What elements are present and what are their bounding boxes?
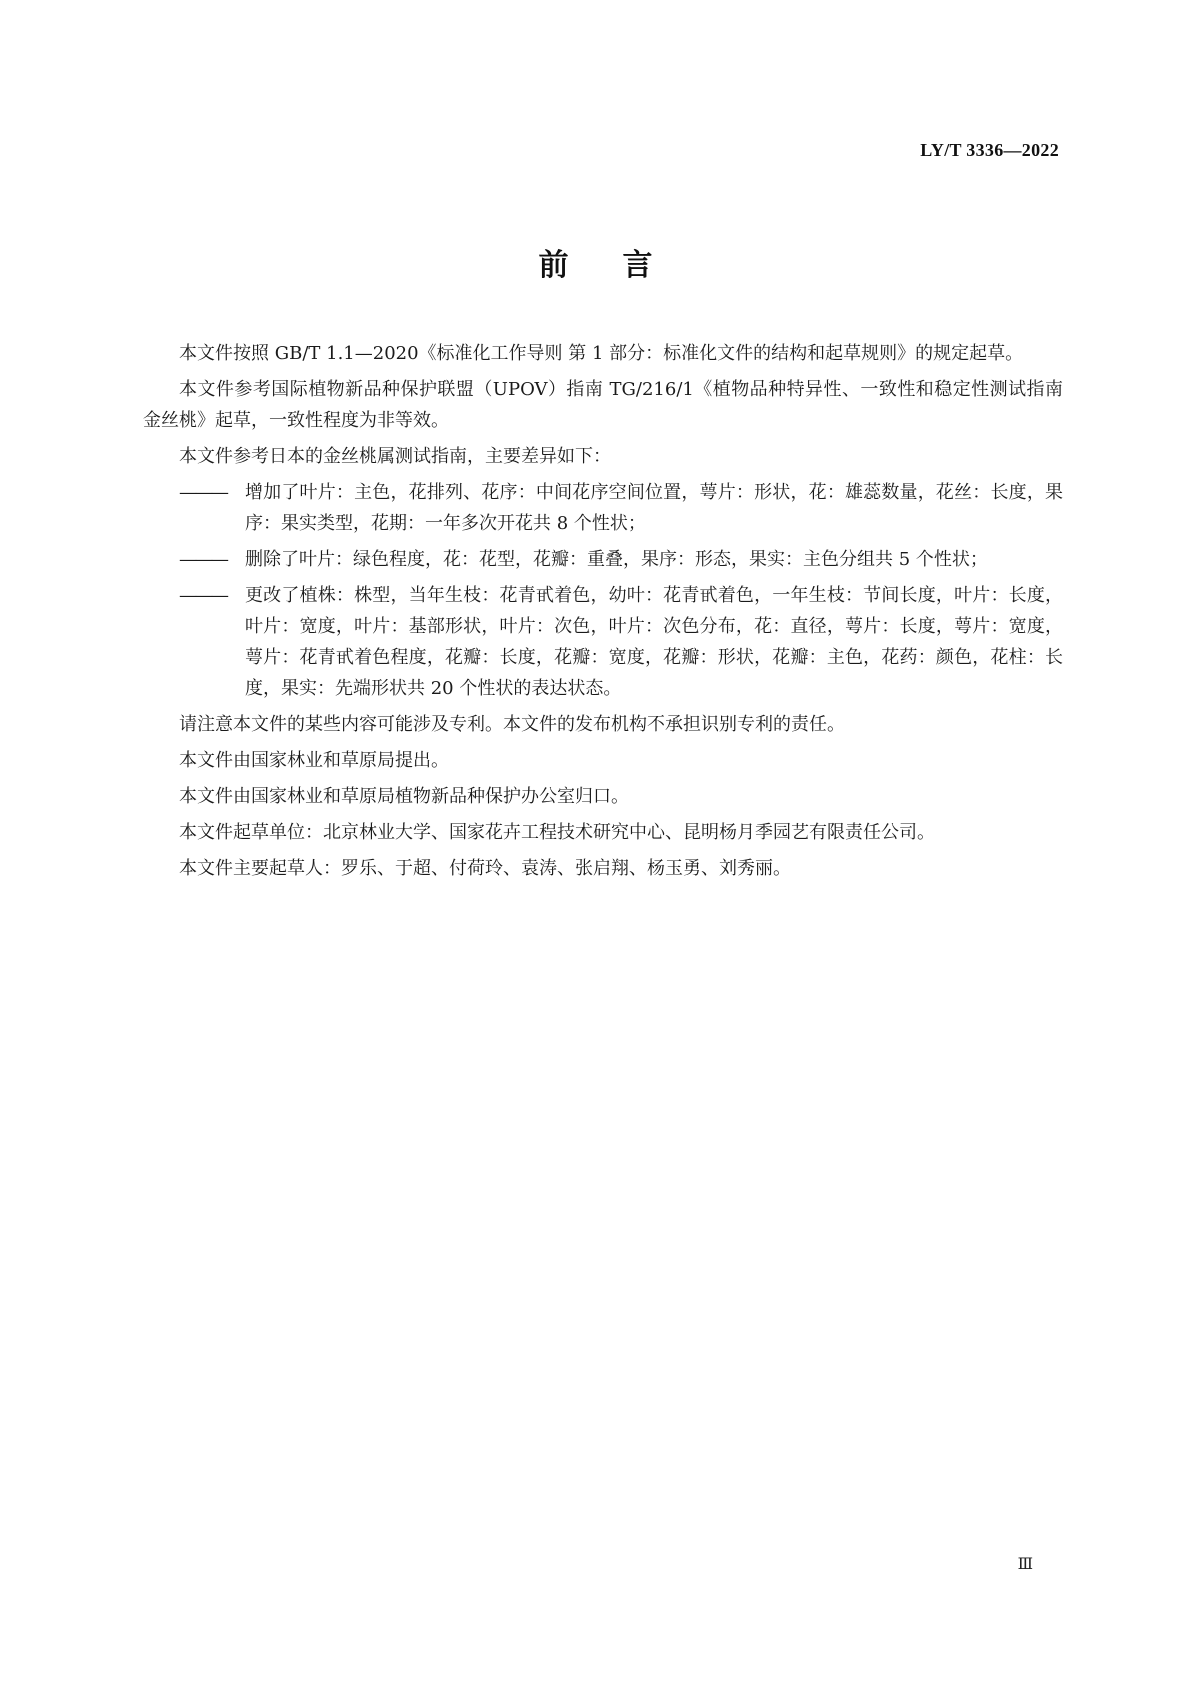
difference-text: 更改了植株：株型，当年生枝：花青甙着色，幼叶：花青甙着色，一年生枝：节间长度，叶片：长度，叶片：宽度，叶片：基部形状，叶片：次色，叶片：次色分布，花：直径，萼片：长度，萼片：宽度，萼片：花青甙着色程度，花瓣：长度，花瓣：宽度，花瓣：形状，花瓣：主色，花药：颜色，花柱：长度，果实：先端形状共 20 个性状的表达状态。 — [245, 585, 1063, 699]
dash-marker: ——— — [179, 549, 227, 570]
difference-text: 增加了叶片：主色，花排列、花序：中间花序空间位置，萼片：形状，花：雄蕊数量，花丝：长度，果序：果实类型，花期：一年多次开花共 8 个性状； — [245, 482, 1063, 534]
paragraph-drafters: 本文件主要起草人：罗乐、于超、付荷玲、袁涛、张启翔、杨玉勇、刘秀丽。 — [179, 858, 791, 879]
paragraph-upov-reference: 本文件参考国际植物新品种保护联盟（UPOV）指南 TG/216/1《植物品种特异性、一致性和稳定性测试指南 金丝桃》起草，一致性程度为非等效。 — [143, 379, 1063, 431]
paragraph-proposed-by: 本文件由国家林业和草原局提出。 — [179, 750, 449, 771]
dash-marker: ——— — [179, 585, 227, 606]
document-code: LY/T 3336—2022 — [920, 140, 1059, 160]
page-number: Ⅲ — [1017, 1556, 1033, 1573]
paragraph-drafting-rules: 本文件按照 GB/T 1.1—2020《标准化工作导则 第 1 部分：标准化文件的结构和起草规则》的规定起草。 — [179, 343, 1024, 364]
foreword-body — [143, 338, 1063, 889]
paragraph-patent-notice: 请注意本文件的某些内容可能涉及专利。本文件的发布机构不承担识别专利的责任。 — [179, 714, 845, 735]
paragraph-drafting-units: 本文件起草单位：北京林业大学、国家花卉工程技术研究中心、昆明杨月季园艺有限责任公司。 — [179, 822, 935, 843]
difference-item-changed — [143, 580, 1063, 704]
difference-item-added — [143, 477, 1063, 539]
paragraph-centralized-by: 本文件由国家林业和草原局植物新品种保护办公室归口。 — [179, 786, 629, 807]
paragraph-differences-intro: 本文件参考日本的金丝桃属测试指南，主要差异如下： — [179, 446, 611, 467]
page-title: 前言 — [538, 248, 707, 283]
difference-item-deleted — [143, 544, 1063, 575]
difference-text: 删除了叶片：绿色程度，花：花型，花瓣：重叠，果序：形态，果实：主色分组共 5 个性状； — [245, 549, 988, 570]
dash-marker: ——— — [179, 482, 227, 503]
